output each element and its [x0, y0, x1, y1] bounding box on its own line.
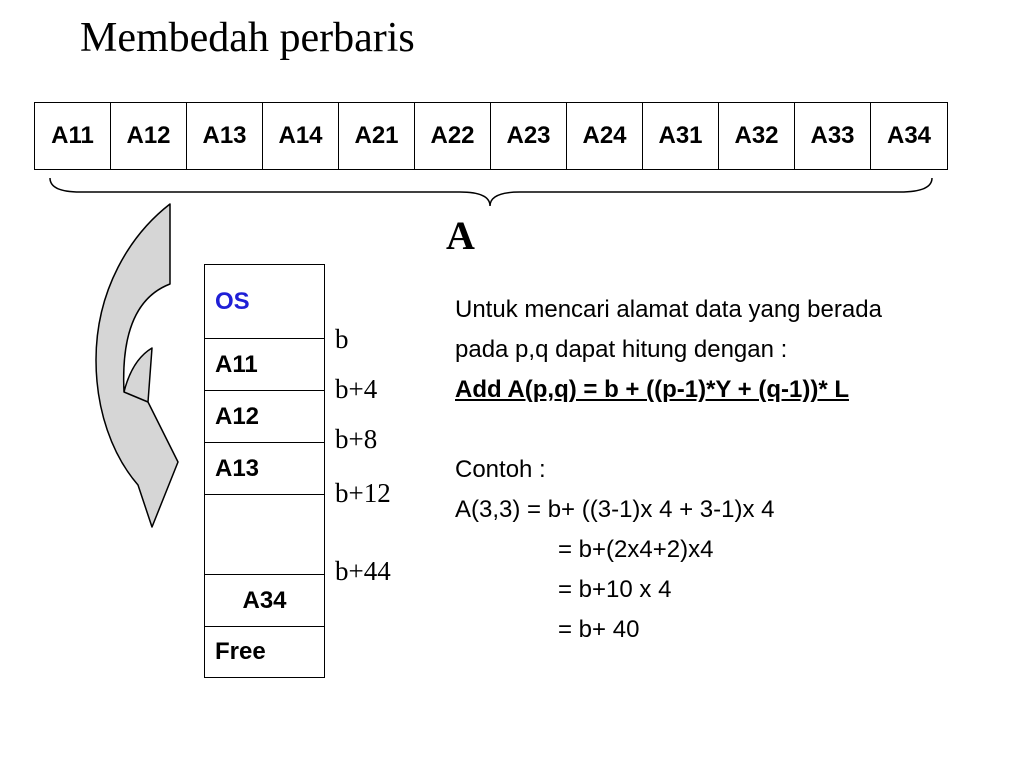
memory-cell-os: OS: [205, 265, 324, 339]
array-cell-a21: A21: [339, 103, 415, 169]
array-cell-a24: A24: [567, 103, 643, 169]
array-cell-a32: A32: [719, 103, 795, 169]
array-name-label: A: [446, 213, 475, 258]
array-cell-a13: A13: [187, 103, 263, 169]
memory-cell-a34: A34: [205, 575, 324, 627]
address-label-b4: b+4: [335, 374, 378, 404]
curved-arrow-icon: [96, 204, 178, 527]
description-line-2: pada p,q dapat hitung dengan :: [455, 336, 788, 363]
example-label: Contoh :: [455, 456, 546, 483]
array-cell-a34: A34: [886, 122, 932, 149]
description-line-1: Untuk mencari alamat data yang berada: [455, 296, 882, 323]
address-label-b: b: [335, 324, 349, 354]
memory-cell-a11: A11: [205, 339, 324, 391]
explanation-text: [455, 290, 1020, 650]
example-step-4: = b+ 40: [558, 616, 640, 643]
array-cell-a12: A12: [111, 103, 187, 169]
address-label-b12: b+12: [335, 478, 391, 508]
memory-cell-blank: [205, 495, 324, 575]
array-cell-a33: A33: [795, 103, 871, 169]
array-cell-a14: A14: [263, 103, 339, 169]
example-step-1: A(3,3) = b+ ((3-1)x 4 + 3-1)x 4: [455, 496, 775, 523]
address-label-b8: b+8: [335, 424, 378, 454]
spacer: [455, 410, 1020, 450]
slide-title: Membedah perbaris: [80, 15, 415, 61]
memory-cell-a12: A12: [205, 391, 324, 443]
example-step-2: = b+(2x4+2)x4: [558, 536, 714, 563]
array-cell-a11: A11: [35, 103, 111, 169]
memory-layout-table: [204, 264, 325, 678]
array-cell-a31: A31: [643, 103, 719, 169]
array-cell-a22: A22: [415, 103, 491, 169]
address-label-b44: b+44: [335, 556, 391, 586]
address-formula: Add A(p,q) = b + ((p-1)*Y + (q-1))* L: [455, 376, 849, 403]
array-cell-a23: A23: [491, 103, 567, 169]
memory-cell-free: Free: [215, 638, 266, 665]
curly-brace-icon: [50, 178, 932, 206]
memory-cell-a13: A13: [205, 443, 324, 495]
example-step-3: = b+10 x 4: [558, 576, 672, 603]
